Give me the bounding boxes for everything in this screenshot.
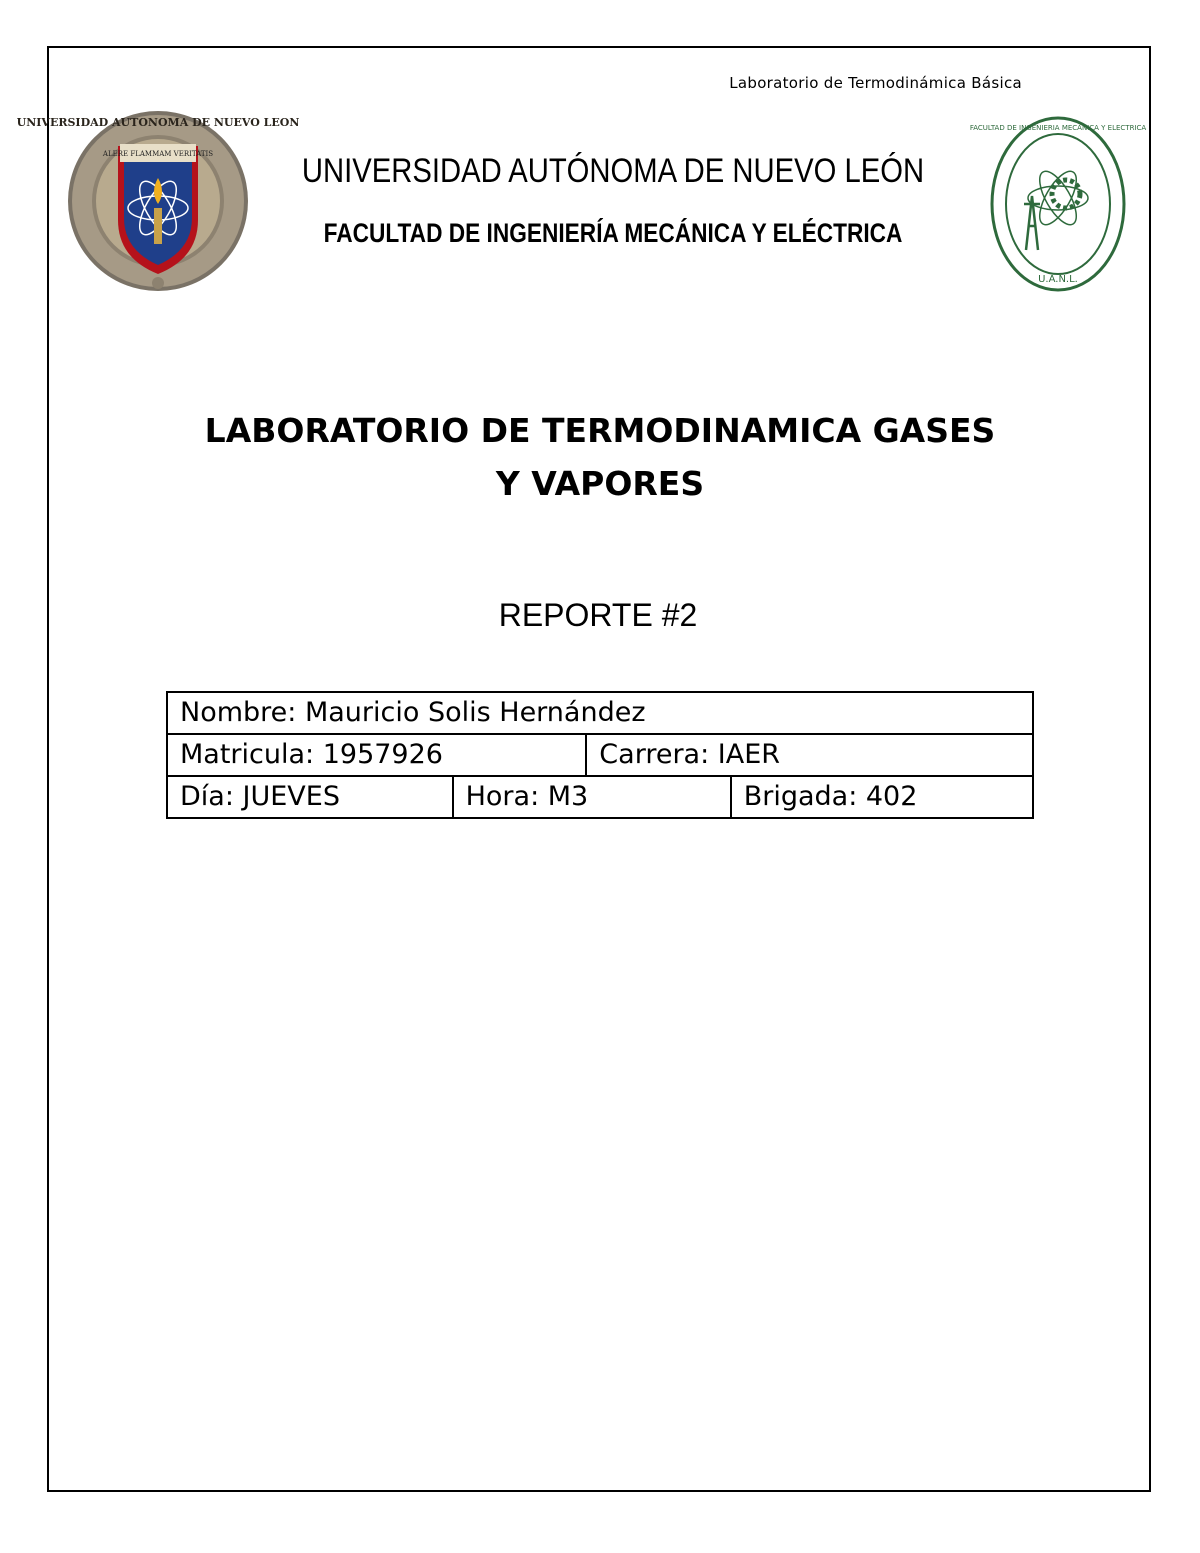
student-info-table xyxy=(166,691,1034,819)
uanl-ring-text: UNIVERSIDAD AUTONOMA DE NUEVO LEON xyxy=(16,116,300,129)
table-row xyxy=(167,734,1033,776)
hora-cell: Hora: M3 xyxy=(453,776,731,818)
fime-bottom-text: U.A.N.L. xyxy=(1038,274,1078,285)
document-title xyxy=(100,404,1100,510)
fime-logo xyxy=(969,116,1147,292)
name-cell: Nombre: Mauricio Solis Hernández xyxy=(167,692,1033,734)
uanl-motto: ALERE FLAMMAM VERITATIS xyxy=(102,150,214,158)
brigada-cell: Brigada: 402 xyxy=(731,776,1033,818)
dia-cell: Día: JUEVES xyxy=(167,776,453,818)
university-title: UNIVERSIDAD AUTÓNOMA DE NUEVO LEÓN xyxy=(301,152,925,190)
uanl-logo xyxy=(16,108,300,294)
document-title-line-2: Y VAPORES xyxy=(495,464,705,503)
report-number: REPORTE #2 xyxy=(498,597,698,633)
document-title-line-1: LABORATORIO DE TERMODINAMICA GASES xyxy=(204,411,996,450)
faculty-title: FACULTAD DE INGENIERÍA MECÁNICA Y ELÉCTRICA xyxy=(323,218,903,248)
table-row xyxy=(167,692,1033,734)
matricula-cell: Matricula: 1957926 xyxy=(167,734,586,776)
table-row xyxy=(167,776,1033,818)
fime-ring-text: FACULTAD DE INGENIERIA MECANICA Y ELECTRICA xyxy=(969,124,1147,132)
carrera-cell: Carrera: IAER xyxy=(586,734,1033,776)
header-note: Laboratorio de Termodinámica Básica xyxy=(729,74,1022,92)
